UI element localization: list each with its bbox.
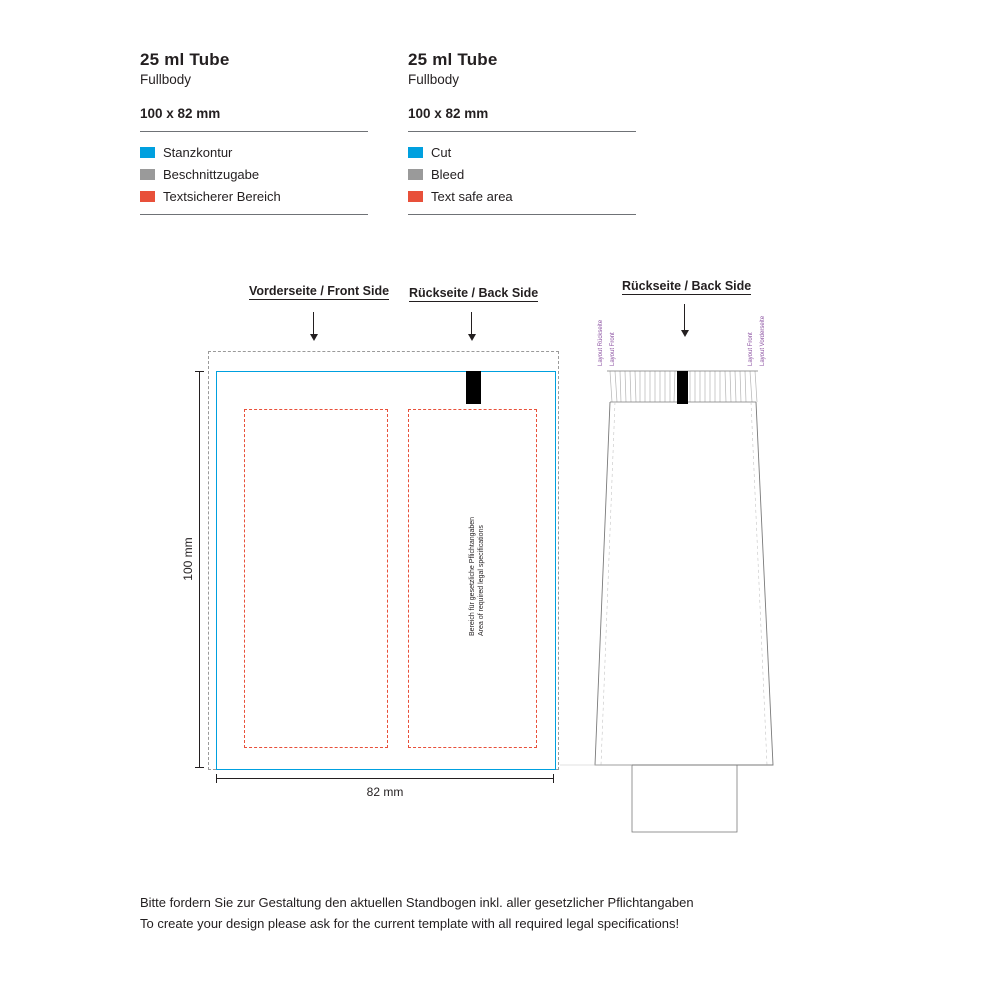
- legend-right-item-label: Cut: [431, 144, 452, 160]
- tube-side-label-right-outer: Layout Vorderseite: [760, 315, 766, 366]
- legend-left-dimensions: 100 x 82 mm: [140, 106, 221, 121]
- legend-left-item-bleed: [140, 164, 368, 184]
- swatch-textsafe-icon: [140, 191, 155, 202]
- legend-right: [408, 50, 636, 215]
- tube-side-label-right-inner: Layout Front: [748, 332, 754, 366]
- legend-right-item-textsafe: [408, 186, 636, 206]
- footer-note-en: To create your design please ask for the current template with all required legal specifications!: [140, 916, 680, 931]
- legend-left-item-label: Beschnittzugabe: [163, 166, 260, 182]
- legend-left-divider-bottom: [140, 214, 368, 215]
- footer-note-de: Bitte fordern Sie zur Gestaltung den aktuellen Standbogen inkl. aller gesetzlicher Pflichtangaben: [140, 895, 694, 910]
- legend-left-item-label: Stanzkontur: [163, 144, 233, 160]
- dimension-height-line: [199, 371, 200, 768]
- callout-front-side-label: Vorderseite / Front Side: [249, 284, 390, 298]
- legend-left-item-label: Textsicherer Bereich: [163, 188, 281, 204]
- legend-right-subtitle: Fullbody: [408, 72, 460, 87]
- legend-right-divider-top: [408, 131, 636, 132]
- swatch-bleed-icon: [140, 169, 155, 180]
- callout-back-side-label: Rückseite / Back Side: [409, 286, 539, 300]
- legend-right-item-label: Bleed: [431, 166, 465, 182]
- dimension-height-tick-bottom: [195, 767, 204, 768]
- footer-note: [140, 892, 900, 934]
- swatch-textsafe-icon: [408, 191, 423, 202]
- text-safe-area-front: [244, 409, 388, 748]
- legend-right-divider-bottom: [408, 214, 636, 215]
- legend-left-divider-top: [140, 131, 368, 132]
- legend-left-item-textsafe: [140, 186, 368, 206]
- legend-left-item-cut: [140, 142, 368, 162]
- swatch-cut-icon: [408, 147, 423, 158]
- legend-right-dimensions: 100 x 82 mm: [408, 106, 489, 121]
- arrow-back-side-3d-icon: [684, 304, 685, 330]
- legal-area-text-line2: Area of required legal specifications: [478, 525, 485, 636]
- tube-side-label-left-inner: Layout Front: [610, 332, 616, 366]
- legend-right-item-label: Text safe area: [431, 188, 513, 204]
- legend-left-items: [140, 142, 368, 206]
- tube-side-label-left-outer: Layout Rückseite: [598, 319, 604, 366]
- arrow-front-side-icon: [313, 312, 314, 334]
- legend-right-items: [408, 142, 636, 206]
- legend-right-item-cut: [408, 142, 636, 162]
- seal-tab-marker: [466, 371, 481, 404]
- swatch-cut-icon: [140, 147, 155, 158]
- dimension-height-label: 100 mm: [181, 537, 195, 581]
- legend-left-subtitle: Fullbody: [140, 72, 192, 87]
- callout-back-side-3d: [622, 279, 751, 295]
- tube-mockup-drawing: [540, 330, 840, 850]
- legal-area-text-line1: Bereich für gesetzliche Pflichtangaben: [469, 516, 476, 636]
- legend-left-title: 25 ml Tube: [140, 50, 230, 69]
- arrow-back-side-icon: [471, 312, 472, 334]
- swatch-bleed-icon: [408, 169, 423, 180]
- tube-seal-tab: [677, 371, 688, 404]
- callout-back-side-3d-label: Rückseite / Back Side: [622, 279, 752, 293]
- tube-body-outline: [595, 402, 773, 765]
- tube-cap-box: [632, 765, 737, 832]
- dimension-width-line: [216, 778, 554, 779]
- dimension-width-label: 82 mm: [366, 785, 404, 799]
- callout-front-side: [249, 284, 389, 300]
- legend-right-title: 25 ml Tube: [408, 50, 498, 69]
- legend-left: [140, 50, 368, 215]
- dimension-height-tick-top: [195, 371, 204, 372]
- dimension-width-tick-left: [216, 774, 217, 783]
- legend-right-item-bleed: [408, 164, 636, 184]
- callout-back-side: [409, 286, 538, 302]
